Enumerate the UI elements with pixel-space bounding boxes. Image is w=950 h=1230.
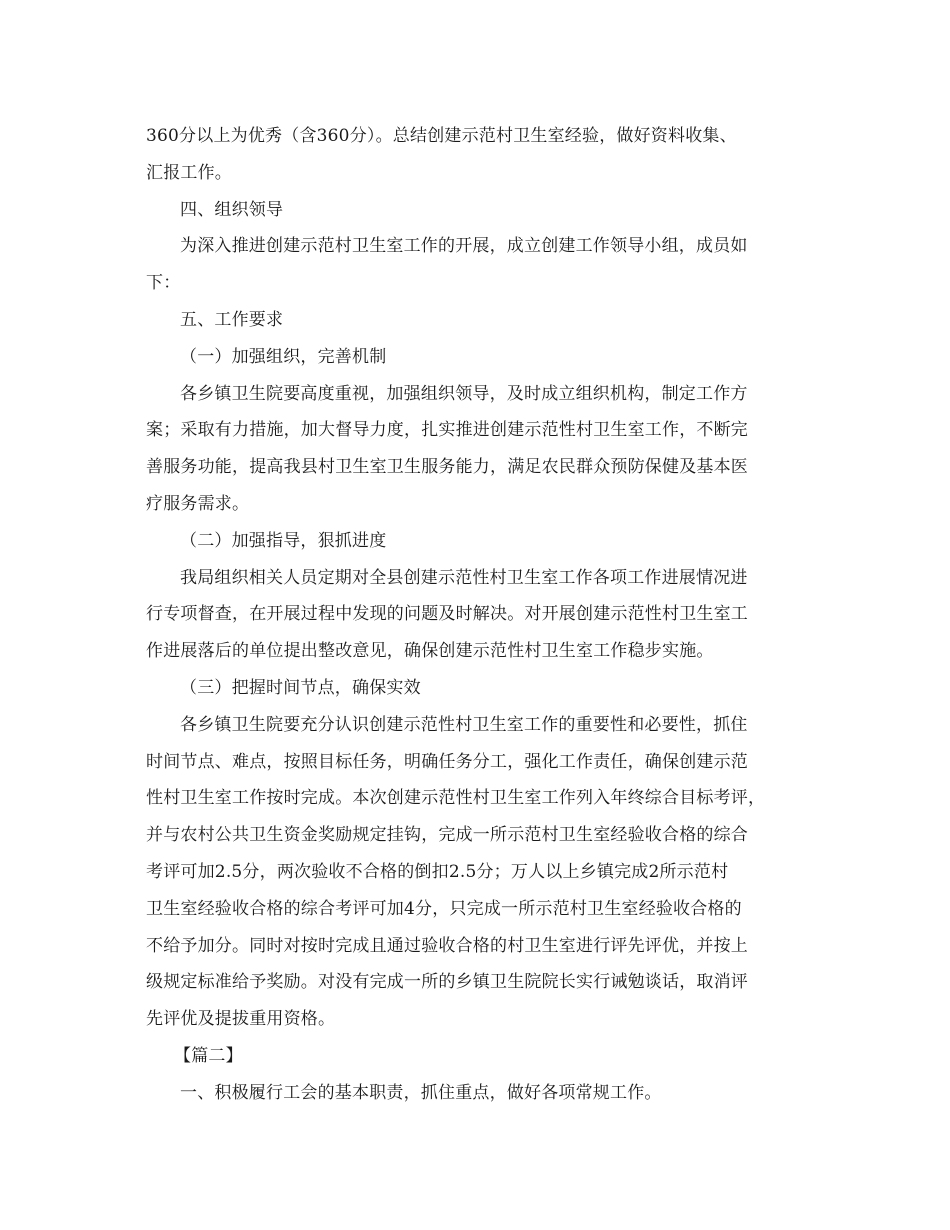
text-line: 下： xyxy=(146,273,181,294)
text-line: 各乡镇卫生院要充分认识创建示范性村卫生室工作的重要性和必要性，抓住 xyxy=(180,714,748,735)
part-heading: 【篇二】 xyxy=(174,1045,243,1066)
section-heading: 一、积极履行工会的基本职责，抓住重点，做好各项常规工作。 xyxy=(180,1082,662,1103)
text-line: 性村卫生室工作按时完成。本次创建示范性村卫生室工作列入年终综合目标考评， xyxy=(146,788,766,809)
text-line: 考评可加2.5分，两次验收不合格的倒扣2.5分；万人以上乡镇完成2所示范村 xyxy=(146,861,729,882)
text-line: 不给予加分。同时对按时完成且通过验收合格的村卫生室进行评先评优，并按上 xyxy=(146,935,748,956)
text-line: 先评优及提拔重用资格。 xyxy=(146,1009,336,1030)
text-line: 作进展落后的单位提出整改意见，确保创建示范性村卫生室工作稳步实施。 xyxy=(146,641,714,662)
subsection-heading: （二）加强指导，狠抓进度 xyxy=(180,530,387,551)
text-line: 善服务功能，提高我县村卫生室卫生服务能力，满足农民群众预防保健及基本医 xyxy=(146,457,748,478)
text-line: 卫生室经验收合格的综合考评可加4分，只完成一所示范村卫生室经验收合格的 xyxy=(146,898,742,919)
text-line: 我局组织相关人员定期对全县创建示范性村卫生室工作各项工作进展情况进 xyxy=(180,567,748,588)
text-line: 案；采取有力措施，加大督导力度，扎实推进创建示范性村卫生室工作，不断完 xyxy=(146,420,748,441)
section-heading: 五、工作要求 xyxy=(180,309,284,330)
text-line: 并与农村公共卫生资金奖励规定挂钩，完成一所示范村卫生室经验收合格的综合 xyxy=(146,825,748,846)
subsection-heading: （一）加强组织，完善机制 xyxy=(180,346,387,367)
subsection-heading: （三）把握时间节点，确保实效 xyxy=(180,677,421,698)
text-line: 级规定标准给予奖励。对没有完成一所的乡镇卫生院院长实行诫勉谈话，取消评 xyxy=(146,972,748,993)
text-line: 汇报工作。 xyxy=(146,162,232,183)
text-line: 各乡镇卫生院要高度重视，加强组织领导，及时成立组织机构，制定工作方 xyxy=(180,383,748,404)
text-line: 时间节点、难点，按照目标任务，明确任务分工，强化工作责任，确保创建示范 xyxy=(146,751,748,772)
text-line: 360分以上为优秀（含360分）。总结创建示范村卫生室经验，做好资料收集、 xyxy=(146,126,737,146)
text-line: 为深入推进创建示范村卫生室工作的开展，成立创建工作领导小组，成员如 xyxy=(180,236,748,257)
text-line: 行专项督查，在开展过程中发现的问题及时解决。对开展创建示范性村卫生室工 xyxy=(146,604,748,625)
text-line: 疗服务需求。 xyxy=(146,493,250,514)
document-page xyxy=(146,118,811,1112)
section-heading: 四、组织领导 xyxy=(180,199,284,220)
